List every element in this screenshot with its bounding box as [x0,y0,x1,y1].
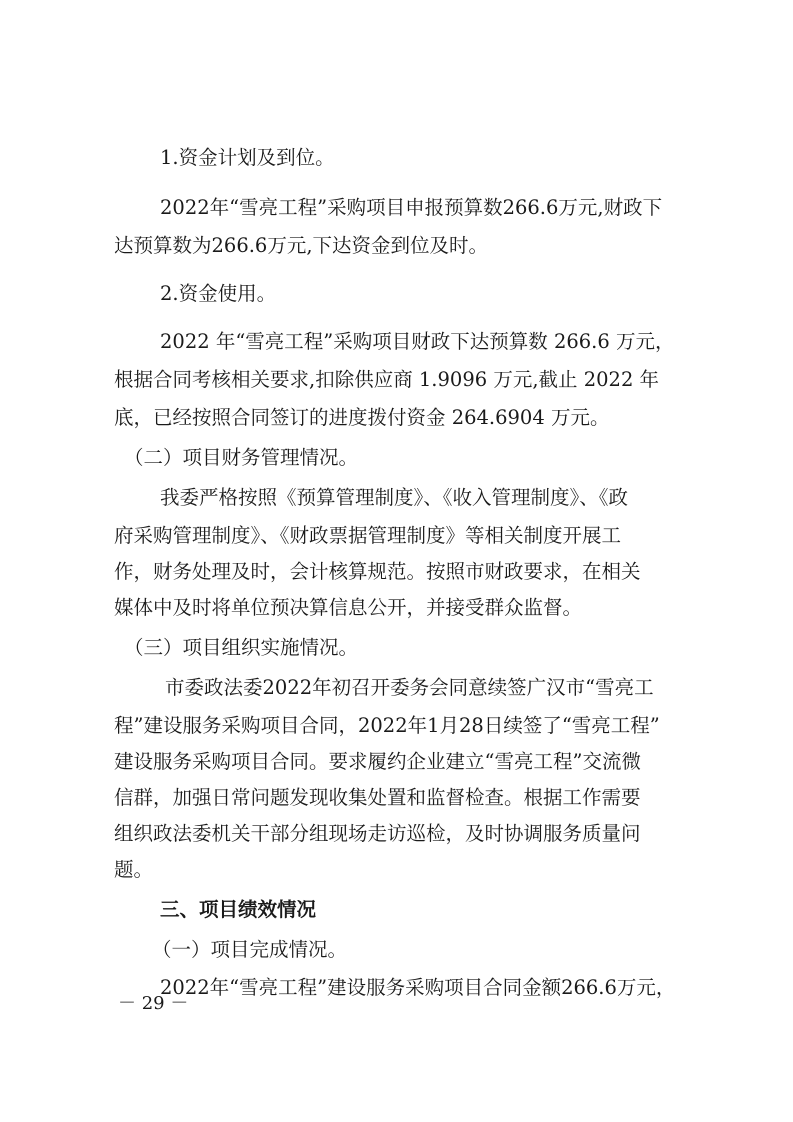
section-heading-financial-management: （二）项目财务管理情况。 [124,446,359,469]
paragraph-line: 府采购管理制度》、《财政票据管理制度》等相关制度开展工 [114,524,622,547]
section-heading-performance: 三、项目绩效情况 [160,898,317,921]
section-heading-funding-plan: 1.资金计划及到位。 [160,146,335,169]
paragraph-line: 2022年“雪亮工程”采购项目申报预算数266.6万元,财政下 [160,196,663,219]
paragraph-line: 根据合同考核相关要求,扣除供应商 1.9096 万元,截止 2022 年 [114,368,660,391]
paragraph-line: 组织政法委机关干部分组现场走访巡检，及时协调服务质量问 [114,822,641,845]
paragraph-line: 建设服务采购项目合同。要求履约企业建立“雪亮工程”交流微 [114,750,641,773]
section-heading-completion: （一）项目完成情况。 [152,938,348,961]
paragraph-line: 我委严格按照《预算管理制度》、《收入管理制度》、《政 [160,486,629,509]
paragraph-line: 信群，加强日常问题发现收集处置和监督检查。根据工作需要 [114,786,641,809]
section-heading-implementation: （三）项目组织实施情况。 [124,636,359,659]
paragraph-line: 2022 年“雪亮工程”采购项目财政下达预算数 266.6 万元， [160,330,675,353]
paragraph-line: 题。 [114,858,154,881]
section-heading-funding-use: 2.资金使用。 [160,282,277,305]
page-number: － 29 － [118,993,189,1014]
paragraph-line: 2022年“雪亮工程”建设服务采购项目合同金额266.6万元， [160,976,676,999]
paragraph-line: 媒体中及时将单位预决算信息公开，并接受群众监督。 [114,596,583,619]
paragraph-line: 底，已经按照合同签订的进度拨付资金 264.6904 万元。 [114,406,610,429]
paragraph-line: 程”建设服务采购项目合同，2022年1月28日续签了“雪亮工程” [114,714,660,737]
paragraph-line: 作，财务处理及时，会计核算规范。按照市财政要求，在相关 [114,560,641,583]
paragraph-line: 达预算数为266.6万元,下达资金到位及时。 [114,234,489,257]
paragraph-line: 市委政法委2022年初召开委务会同意续签广汉市“雪亮工 [165,676,654,699]
